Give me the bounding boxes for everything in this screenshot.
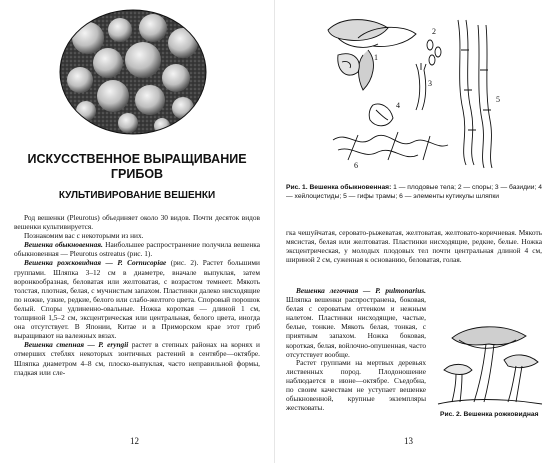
- species-paragraph: [14, 258, 260, 340]
- species-name: Вешенка обыкновенная.: [24, 240, 103, 250]
- continued-text: [286, 228, 542, 264]
- svg-text:4: 4: [396, 101, 400, 110]
- oyster-mushroom-anatomy-diagram: [318, 10, 508, 170]
- mushroom-cultivation-photo: [58, 8, 208, 136]
- svg-text:6: 6: [354, 161, 358, 170]
- species-text: растет в степных районах на корнях и отмерших стеблях некоторых зонтичных растений в сентябре—октябре. Шляпка диаметром 4–8 см, плоско-выпуклая, часто неправильной формы, гладкая или сле-: [14, 340, 260, 377]
- section-title: КУЛЬТИВИРОВАНИЕ ВЕШЕНКИ: [58, 190, 216, 201]
- continued-paragraph: гка чешуйчатая, серовато-рыжеватая, желтоватая, желтовато-коричневая. Мякоть мясистая, белая или желтоватая. Пластинки нисходящие, редкие, белые. Ножка эксцентрическая, у молодых плодовых тел почти центральная длиной 4 см, шириной 2 см, суженная к основанию, беловатая, голая.: [286, 228, 542, 265]
- species-name: Вешенка степная — P. eryngii: [24, 340, 129, 350]
- figure1-caption-label: Рис. 1. Вешенка обыкновенная:: [286, 184, 392, 191]
- figure2-caption: Рис. 2. Вешенка рожковидная: [440, 411, 539, 418]
- growth-text: [286, 358, 426, 413]
- species-text: Наибольшее распространение получила вешенка обыкновенная — Pleurotus ostreatus (рис. 1).: [14, 240, 260, 259]
- page-gutter: [274, 0, 275, 463]
- left-page: [0, 0, 272, 463]
- species-paragraph: [286, 286, 426, 359]
- intro-paragraph: Род вешенки (Pleurotus) объединяет около 30 видов. Почти десяток видов вешенки культивируется.: [14, 213, 260, 232]
- page-number: 12: [130, 436, 139, 446]
- species-name: Вешенка рожковидная — P. Cornucopiae: [24, 258, 167, 268]
- intro-paragraph: Познакомим вас с некоторыми из них.: [24, 231, 144, 241]
- svg-text:5: 5: [496, 95, 500, 104]
- left-body-text: [14, 213, 260, 377]
- species-text: (рис. 2). Растет большими группами. Шляпка 3–12 см в диаметре, вначале выпуклая, затем воронкообразная, беловатая или желтоватая, с возрастом темнеет. Мякоть толстая, плотная, белая, с мучнистым запахом. Пластинки далеко нисходящие по ножке, узкие, редкие, белого или слабо-желтого цвета. Споровый порошок белый. Споры удлиненно-овальные. Ножка короткая — длиной 1 см, толщиной 1,5–2 см, эксцентрическая или центральная, белого цвета, иногда она отсутствует. В Японии, Китае и в Приморском крае этот гриб выращивают на валежных вязах.: [14, 258, 260, 341]
- growth-paragraph: Растет группами на мертвых деревьях лиственных пород. Плодоношение наблюдается в июне—октябре. Съедобна, по своим качествам не уступает вешенке обыкновенной, крупные экземпляры жестковаты.: [286, 358, 426, 413]
- species-name: Вешенка легочная — P. pulmonarius.: [296, 286, 426, 295]
- figure1-caption: [286, 184, 542, 201]
- species-paragraph: [14, 340, 260, 376]
- chapter-title: ИСКУССТВЕННОЕ ВЫРАЩИВАНИЕ ГРИБОВ: [27, 152, 247, 181]
- svg-text:1: 1: [374, 53, 378, 62]
- svg-text:3: 3: [428, 79, 432, 88]
- species-text: Шляпка вешенки распространена, боковая, белая с сероватым оттенком и нежным налетом. Пластинки нисходящие, частые, белые, тонкие. Мякоть белая, тонкая, с приятным запахом. Ножка боковая, короткая, белая, войлочно-опушенная, часто отсутствует вообще.: [286, 295, 426, 359]
- right-page: [278, 0, 550, 463]
- page-number: 13: [404, 436, 413, 446]
- species-paragraph: [14, 240, 260, 258]
- figure1-caption-text: 1 — плодовые тела; 2 — споры; 3 — базидии; 4 — хейлоцистиды; 5 — гифы трамы; 6 — элементы кутикулы шляпки: [286, 184, 542, 200]
- oyster-mushroom-illustration: [434, 318, 544, 408]
- pulmonarius-text: [286, 286, 426, 359]
- svg-text:2: 2: [432, 27, 436, 36]
